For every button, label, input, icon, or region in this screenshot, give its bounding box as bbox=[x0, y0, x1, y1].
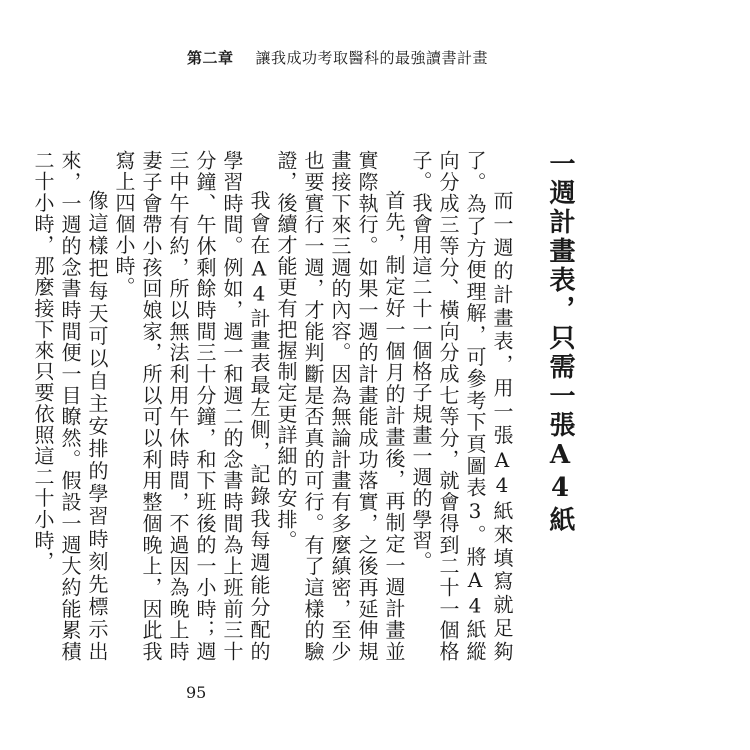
chapter-title: 讓我成功考取醫科的最強讀書計畫 bbox=[255, 49, 489, 67]
chapter-label: 第二章 bbox=[187, 49, 234, 67]
page-number: 95 bbox=[186, 683, 207, 702]
section-heading: 一週計畫表，只需一張A4紙 bbox=[545, 150, 575, 535]
paragraph: 而一週的計畫表，用一張A4紙來填寫就足夠了。為了方便理解，可參考下頁圖表3。將A4紙縱向分成三等分、橫向分成七等分，就會得到二十一個格子。我會用這二十一個格子規畫一週的學習。 bbox=[409, 150, 514, 662]
paragraph: 像這樣把每天可以自主安排的學習時刻先標示出來，一週的念書時間便一目瞭然。假設一週大約能累積二十小時，那麼接下來只要依照這二十小時， bbox=[31, 150, 109, 662]
running-header bbox=[187, 47, 488, 68]
paragraph: 首先，制定好一個月的計畫後，再制定一週計畫並實際執行。如果一週的計畫能成功落實，之後再延伸規畫接下來三週的內容。因為無論計畫有多麼縝密，至少也要實行一週，才能判斷是否真的可行。有了這樣的驗證，後續才能更有把握制定更詳細的安排。 bbox=[274, 150, 406, 662]
page-body bbox=[29, 150, 575, 662]
paragraph: 我會在A4計畫表最左側，記錄我每週能分配的學習時間。例如，週一和週二的念書時間為上班前三十分鐘、午休剩餘時間三十分鐘，和下班後的一小時；週三中午有約，所以無法利用午休時間，不過因為晚上時妻子會帶小孩回娘家，所以可以利用整個晚上，因此我寫上四個小時。 bbox=[112, 150, 271, 662]
